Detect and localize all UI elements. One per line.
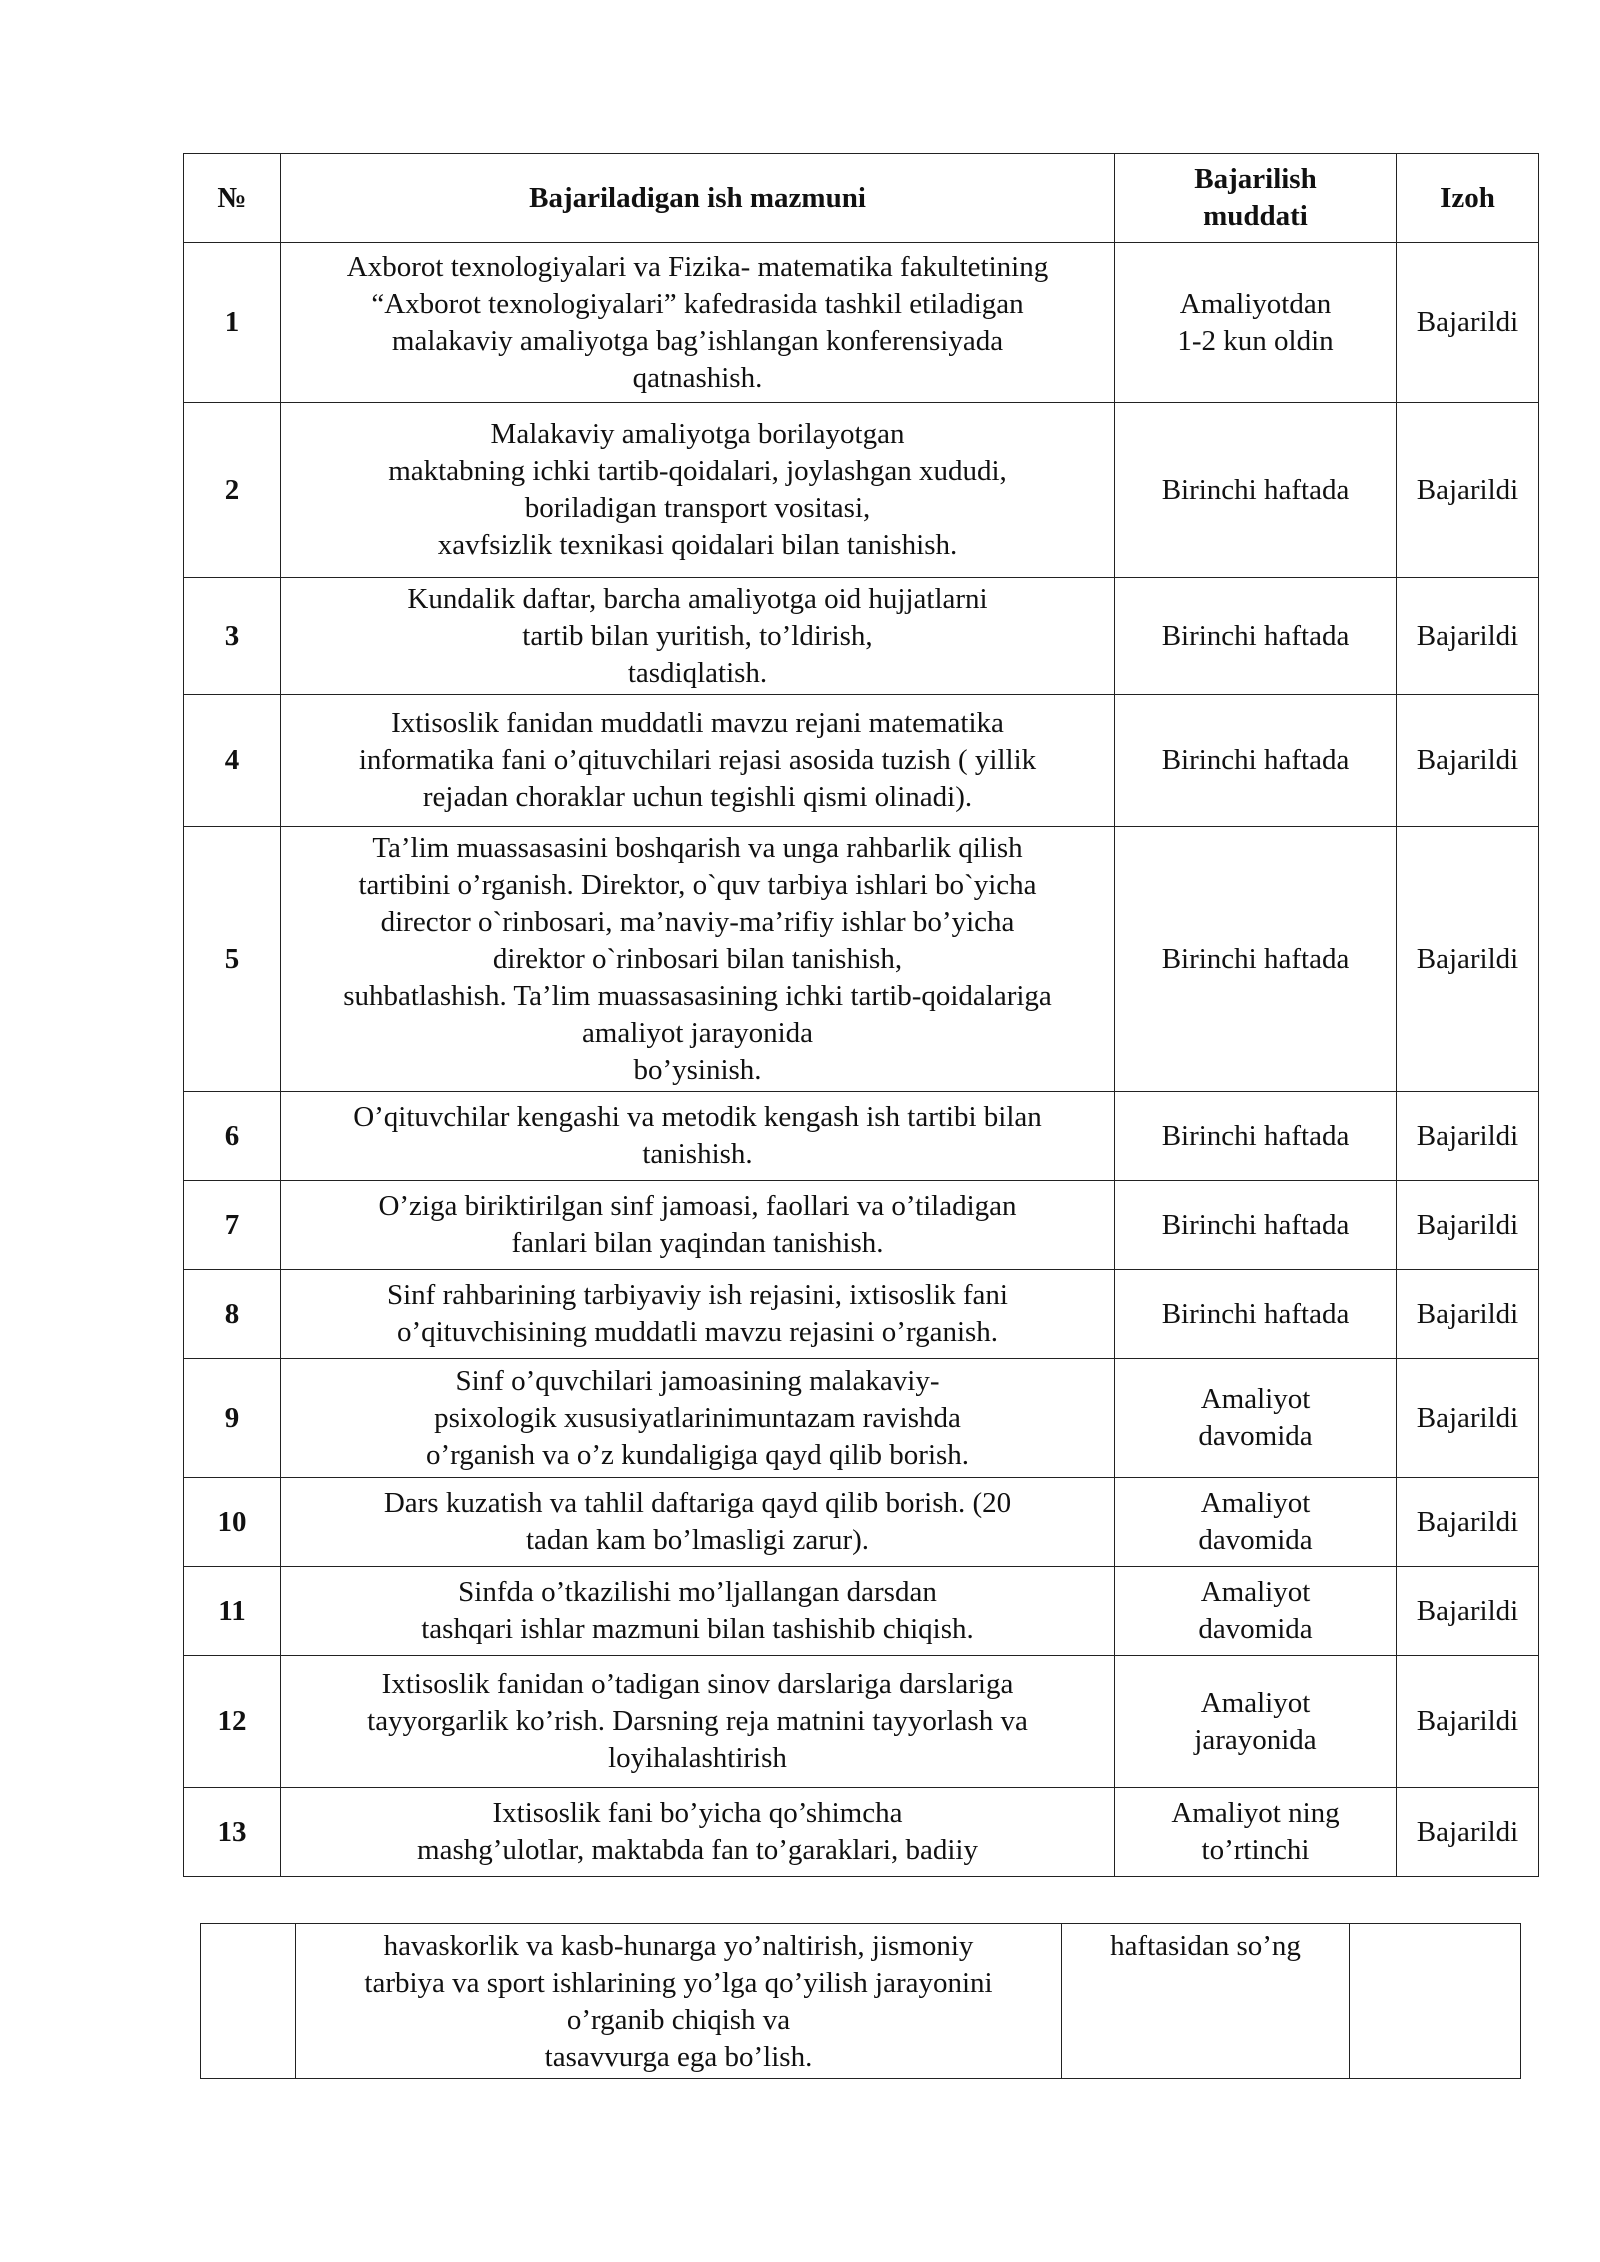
table-row bbox=[184, 1359, 1539, 1478]
continuation-row bbox=[201, 1924, 1521, 2079]
content-line: tanishish. bbox=[642, 1138, 753, 1170]
content-line: Ixtisoslik fani bo’yicha qo’shimcha bbox=[492, 1797, 903, 1829]
row-content bbox=[281, 1656, 1115, 1788]
row-content bbox=[281, 578, 1115, 695]
row-num: 13 bbox=[184, 1788, 281, 1877]
content-line: tayyorgarlik ko’rish. Darsning reja matnini tayyorlash va bbox=[367, 1705, 1028, 1737]
content-line: tasavvurga ega bo’lish. bbox=[544, 2041, 813, 2073]
deadline-line: Birinchi haftada bbox=[1161, 1119, 1350, 1152]
row-content bbox=[281, 695, 1115, 827]
content-line: Malakaviy amaliyotga borilayotgan bbox=[490, 418, 905, 450]
row-content bbox=[281, 1359, 1115, 1478]
row-deadline bbox=[1115, 1478, 1397, 1567]
row-num: 11 bbox=[184, 1567, 281, 1656]
header-deadline-line1: Bajarilish bbox=[1194, 163, 1317, 195]
row-deadline bbox=[1115, 695, 1397, 827]
row-content bbox=[281, 243, 1115, 403]
row-note: Bajarildi bbox=[1397, 578, 1539, 695]
content-line: loyihalashtirish bbox=[608, 1742, 787, 1774]
deadline-line: Amaliyot ning bbox=[1171, 1797, 1340, 1829]
table-row bbox=[184, 1478, 1539, 1567]
content-line: boriladigan transport vositasi, bbox=[524, 492, 871, 524]
row-content bbox=[281, 403, 1115, 578]
content-line: havaskorlik va kasb-hunarga yo’naltirish, jismoniy bbox=[383, 1930, 974, 1962]
content-line: Ixtisoslik fanidan muddatli mavzu rejani matematika bbox=[391, 707, 1004, 739]
row-deadline bbox=[1115, 1656, 1397, 1788]
work-plan-table bbox=[183, 153, 1539, 1877]
row-note: Bajarildi bbox=[1397, 1478, 1539, 1567]
content-line: tasdiqlatish. bbox=[627, 656, 768, 689]
row-deadline bbox=[1115, 1788, 1397, 1877]
header-deadline-line2: muddati bbox=[1203, 200, 1308, 232]
row-num: 5 bbox=[184, 827, 281, 1092]
deadline-line: Birinchi haftada bbox=[1161, 1208, 1350, 1241]
content-line: maktabning ichki tartib-qoidalari, joylashgan xududi, bbox=[388, 455, 1007, 487]
content-line: o’qituvchisining muddatli mavzu rejasini o’rganish. bbox=[396, 1316, 999, 1348]
row-deadline bbox=[1115, 1092, 1397, 1181]
content-line: informatika fani o’qituvchilari rejasi asosida tuzish ( yillik bbox=[358, 744, 1037, 776]
deadline-line: Birinchi haftada bbox=[1161, 473, 1350, 506]
table-row bbox=[184, 243, 1539, 403]
content-line: qatnashish. bbox=[632, 361, 763, 394]
content-line: tartibini o’rganish. Direktor, o`quv tarbiya ishlari bo`yicha bbox=[358, 868, 1037, 901]
content-line: Axborot texnologiyalari va Fizika- matematika fakultetining bbox=[346, 250, 1049, 283]
deadline-line: Birinchi haftada bbox=[1161, 744, 1350, 776]
table-row bbox=[184, 403, 1539, 578]
deadline-line: davomida bbox=[1198, 1420, 1313, 1452]
row-num: 9 bbox=[184, 1359, 281, 1478]
content-line: tadan kam bo’lmasligi zarur). bbox=[525, 1524, 870, 1556]
row-note: Bajarildi bbox=[1397, 403, 1539, 578]
row-note: Bajarildi bbox=[1397, 1181, 1539, 1270]
content-line: O’ziga biriktirilgan sinf jamoasi, faollari va o’tiladigan bbox=[378, 1190, 1017, 1222]
row-num: 6 bbox=[184, 1092, 281, 1181]
deadline-line: Amaliyot bbox=[1200, 1487, 1311, 1519]
row-note: Bajarildi bbox=[1397, 243, 1539, 403]
deadline-line: Amaliyot bbox=[1200, 1686, 1311, 1719]
content-line: o’rganish va o’z kundaligiga qayd qilib borish. bbox=[425, 1438, 970, 1471]
deadline-line: 1-2 kun oldin bbox=[1177, 324, 1334, 357]
content-line: psixologik xususiyatlarinimuntazam ravishda bbox=[434, 1401, 961, 1434]
table-row bbox=[184, 827, 1539, 1092]
content-line: fanlari bilan yaqindan tanishish. bbox=[511, 1227, 884, 1259]
row-deadline bbox=[1115, 827, 1397, 1092]
row-content bbox=[281, 1270, 1115, 1359]
table-row bbox=[184, 1567, 1539, 1656]
table-row bbox=[184, 1788, 1539, 1877]
row-num: 7 bbox=[184, 1181, 281, 1270]
content-line: director o`rinbosari, ma’naviy-ma’rifiy ishlar bo’yicha bbox=[380, 905, 1015, 938]
header-row bbox=[184, 154, 1539, 243]
row-deadline bbox=[1115, 243, 1397, 403]
content-line: bo’ysinish. bbox=[633, 1053, 762, 1086]
row-content bbox=[281, 1788, 1115, 1877]
table-row bbox=[184, 1270, 1539, 1359]
row-deadline bbox=[1115, 1567, 1397, 1656]
row-note: Bajarildi bbox=[1397, 1092, 1539, 1181]
row-content bbox=[281, 1567, 1115, 1656]
content-line: O’qituvchilar kengashi va metodik kengash ish tartibi bilan bbox=[353, 1101, 1042, 1133]
table-row bbox=[184, 1092, 1539, 1181]
content-line: Kundalik daftar, barcha amaliyotga oid hujjatlarni bbox=[407, 582, 988, 615]
row-num: 3 bbox=[184, 578, 281, 695]
content-line: amaliyot jarayonida bbox=[581, 1016, 814, 1049]
row-num: 10 bbox=[184, 1478, 281, 1567]
header-content: Bajariladigan ish mazmuni bbox=[281, 154, 1115, 243]
row-deadline bbox=[1115, 1181, 1397, 1270]
row-deadline bbox=[1115, 1359, 1397, 1478]
table-row bbox=[184, 695, 1539, 827]
header-deadline bbox=[1115, 154, 1397, 243]
row-note: Bajarildi bbox=[1397, 1270, 1539, 1359]
content-line: o’rganib chiqish va bbox=[566, 2004, 791, 2036]
row-note: Bajarildi bbox=[1397, 1567, 1539, 1656]
content-line: rejadan choraklar uchun tegishli qismi olinadi). bbox=[422, 781, 973, 813]
content-line: Sinf o’quvchilari jamoasining malakaviy- bbox=[455, 1364, 940, 1397]
content-line: suhbatlashish. Ta’lim muassasasining ichki tartib-qoidalariga bbox=[343, 979, 1052, 1012]
row-note: Bajarildi bbox=[1397, 1788, 1539, 1877]
deadline-line: Birinchi haftada bbox=[1161, 942, 1350, 975]
table-row bbox=[184, 578, 1539, 695]
row-deadline bbox=[1115, 403, 1397, 578]
header-note: Izoh bbox=[1397, 154, 1539, 243]
deadline-line: Amaliyot bbox=[1200, 1576, 1311, 1608]
continuation-num bbox=[201, 1924, 296, 2079]
deadline-line: davomida bbox=[1198, 1524, 1313, 1556]
row-num: 8 bbox=[184, 1270, 281, 1359]
content-line: malakaviy amaliyotga bag’ishlangan konferensiyada bbox=[391, 324, 1004, 357]
content-line: mashg’ulotlar, maktabda fan to’garaklari, badiiy bbox=[417, 1834, 978, 1866]
content-line: xavfsizlik texnikasi qoidalari bilan tanishish. bbox=[437, 529, 958, 561]
row-num: 2 bbox=[184, 403, 281, 578]
row-num: 1 bbox=[184, 243, 281, 403]
row-note: Bajarildi bbox=[1397, 1359, 1539, 1478]
row-content bbox=[281, 1092, 1115, 1181]
row-deadline bbox=[1115, 1270, 1397, 1359]
deadline-line: to’rtinchi bbox=[1201, 1834, 1310, 1866]
row-note: Bajarildi bbox=[1397, 1656, 1539, 1788]
row-num: 4 bbox=[184, 695, 281, 827]
row-num: 12 bbox=[184, 1656, 281, 1788]
row-note: Bajarildi bbox=[1397, 827, 1539, 1092]
row-content bbox=[281, 1181, 1115, 1270]
content-line: Dars kuzatish va tahlil daftariga qayd qilib borish. (20 bbox=[383, 1487, 1012, 1519]
row-content bbox=[281, 827, 1115, 1092]
table-row bbox=[184, 1181, 1539, 1270]
continuation-table bbox=[200, 1923, 1521, 2079]
content-line: Ixtisoslik fanidan o’tadigan sinov darslariga darslariga bbox=[381, 1668, 1014, 1700]
content-line: Sinfda o’tkazilishi mo’ljallangan darsdan bbox=[458, 1576, 937, 1608]
content-line: tartib bilan yuritish, to’ldirish, bbox=[522, 619, 873, 652]
content-line: direktor o`rinbosari bilan tanishish, bbox=[492, 942, 903, 975]
row-content bbox=[281, 1478, 1115, 1567]
content-line: tashqari ishlar mazmuni bilan tashishib chiqish. bbox=[421, 1613, 974, 1645]
row-deadline bbox=[1115, 578, 1397, 695]
content-line: tarbiya va sport ishlarining yo’lga qo’yilish jarayonini bbox=[364, 1967, 993, 1999]
continuation-content bbox=[296, 1924, 1062, 2079]
content-line: “Axborot texnologiyalari” kafedrasida tashkil etiladigan bbox=[371, 287, 1024, 320]
continuation-deadline bbox=[1062, 1924, 1350, 2079]
row-note: Bajarildi bbox=[1397, 695, 1539, 827]
deadline-line: haftasidan so’ng bbox=[1110, 1930, 1301, 1962]
deadline-line: jarayonida bbox=[1194, 1723, 1317, 1756]
deadline-line: davomida bbox=[1198, 1613, 1313, 1645]
content-line: Ta’lim muassasasini boshqarish va unga rahbarlik qilish bbox=[372, 831, 1023, 864]
deadline-line: Birinchi haftada bbox=[1161, 1297, 1350, 1330]
deadline-line: Birinchi haftada bbox=[1161, 619, 1350, 652]
deadline-line: Amaliyotdan bbox=[1179, 287, 1332, 320]
header-num: № bbox=[184, 154, 281, 243]
table-row bbox=[184, 1656, 1539, 1788]
deadline-line: Amaliyot bbox=[1200, 1383, 1311, 1415]
content-line: Sinf rahbarining tarbiyaviy ish rejasini, ixtisoslik fani bbox=[387, 1279, 1008, 1311]
continuation-note bbox=[1350, 1924, 1521, 2079]
